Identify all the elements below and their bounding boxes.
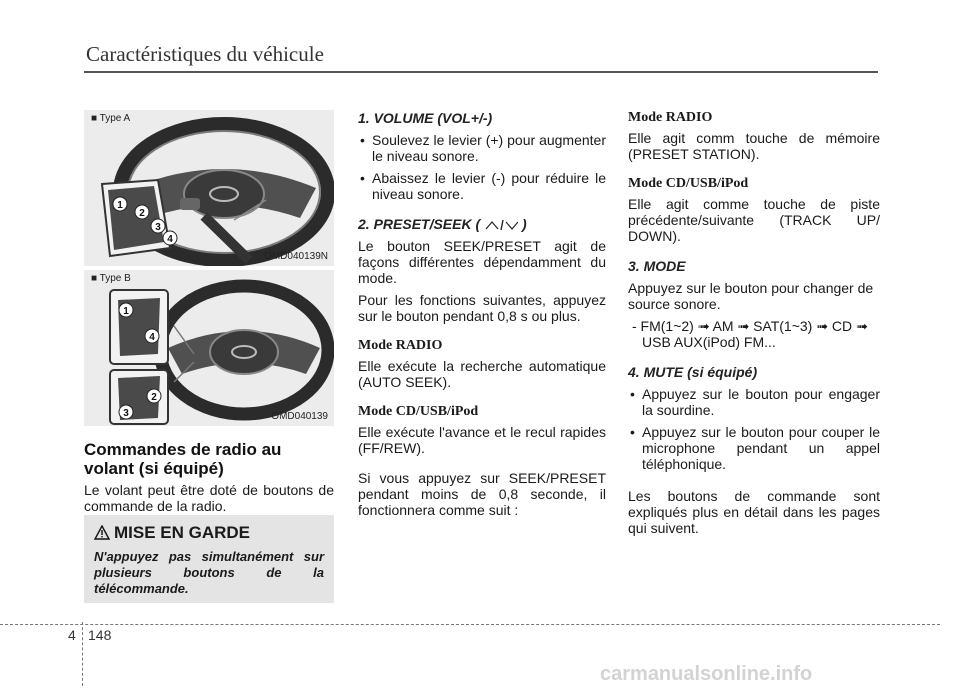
radio-mode-heading-2: Mode RADIO: [628, 110, 713, 125]
warning-box: [84, 515, 334, 603]
cd-mode-heading: Mode CD/USB/iPod: [358, 404, 479, 419]
list-item: • Abaissez le levier (-) pour réduire le niveau sonore.: [358, 170, 606, 202]
chapter-number: 4: [68, 627, 76, 643]
left-column: [84, 110, 334, 520]
footer-divider: [82, 622, 83, 686]
figure-code-b: OMD040139: [271, 411, 328, 422]
figure-code-a: OMD040139N: [264, 251, 328, 262]
right-column: [628, 110, 880, 542]
steering-wheel-illustration-a: [84, 110, 334, 266]
callout-3: 3: [155, 222, 161, 233]
short-press-text: Si vous appuyez sur SEEK/PRESET pendant moins de 0,8 seconde, il fonctionnera comme suit :: [358, 470, 606, 518]
radio-mode-text-2: Elle agit comm touche de mémoire (PRESET STATION).: [628, 130, 880, 162]
preset-seek-heading: [358, 216, 606, 232]
figure-type-a: [84, 110, 334, 266]
volume-list: [358, 132, 606, 202]
page-number: 148: [88, 627, 112, 643]
header-rule: [84, 71, 878, 73]
preset-text-2: Pour les fonctions suivantes, appuyez sur le bouton pendant 0,8 s ou plus.: [358, 292, 606, 324]
volume-heading: 1. VOLUME (VOL+/-): [358, 110, 493, 126]
mute-heading: 4. MUTE (si équipé): [628, 364, 758, 380]
steering-wheel-illustration-b: [84, 270, 334, 426]
list-item: • Appuyez sur le bouton pour couper le microphone pendant un appel téléphonique.: [628, 424, 880, 472]
figure-label-type-b: ■ Type B: [88, 273, 134, 284]
callout-4: 4: [167, 234, 173, 245]
preset-text-1: Le bouton SEEK/PRESET agit de façons différentes dépendamment du mode.: [358, 238, 606, 286]
intro-paragraph: Le volant peut être doté de boutons de commande de la radio.: [84, 482, 334, 514]
page-header-title: Caractéristiques du véhicule: [86, 42, 324, 66]
up-down-chevron-icon: [484, 219, 518, 231]
callout-b-4: 4: [149, 332, 155, 343]
footer-rule: [0, 624, 940, 625]
figure-label-type-a: ■ Type A: [88, 113, 133, 124]
cd-mode-heading-2: Mode CD/USB/iPod: [628, 176, 749, 191]
mode-text: Appuyez sur le bouton pour changer de source sonore.: [628, 280, 874, 312]
warning-title: MISE EN GARDE: [114, 523, 251, 542]
list-item: • Soulevez le levier (+) pour augmenter le niveau sonore.: [358, 132, 606, 164]
mode-heading: 3. MODE: [628, 258, 686, 274]
section-title: Commandes de radio au volant (si équipé): [84, 440, 282, 478]
preset-seek-heading-start: 2. PRESET/SEEK (: [358, 216, 481, 232]
list-item: • Appuyez sur le bouton pour engager la sourdine.: [628, 386, 880, 418]
warning-text: N'appuyez pas simultanément sur plusieurs boutons de la télécommande.: [94, 549, 324, 596]
cd-mode-text: Elle exécute l'avance et le recul rapides (FF/REW).: [358, 424, 606, 456]
radio-mode-text: Elle exécute la recherche automatique (AUTO SEEK).: [358, 358, 606, 390]
cd-mode-text-2: Elle agit comme touche de piste précédente/suivante (TRACK UP/ DOWN).: [628, 196, 880, 244]
preset-seek-heading-end: ): [521, 216, 527, 232]
closing-text: Les boutons de commande sont expliqués plus en détail dans les pages qui suivent.: [628, 488, 880, 536]
mute-list: [628, 386, 880, 472]
callout-2: 2: [139, 208, 145, 219]
radio-mode-heading: Mode RADIO: [358, 338, 443, 353]
callout-1: 1: [117, 200, 123, 211]
middle-column: [358, 110, 606, 524]
callout-b-2: 2: [151, 392, 157, 403]
callout-b-1: 1: [123, 306, 129, 317]
warning-triangle-icon: [94, 525, 110, 540]
watermark: carmanualsonline.info: [600, 663, 813, 685]
figure-type-b: [84, 270, 334, 426]
callout-b-3: 3: [123, 408, 129, 419]
mode-sequence: - FM(1~2) ➟ AM ➟ SAT(1~3) ➟ CD ➟ USB AUX(iPod) FM...: [632, 318, 868, 350]
